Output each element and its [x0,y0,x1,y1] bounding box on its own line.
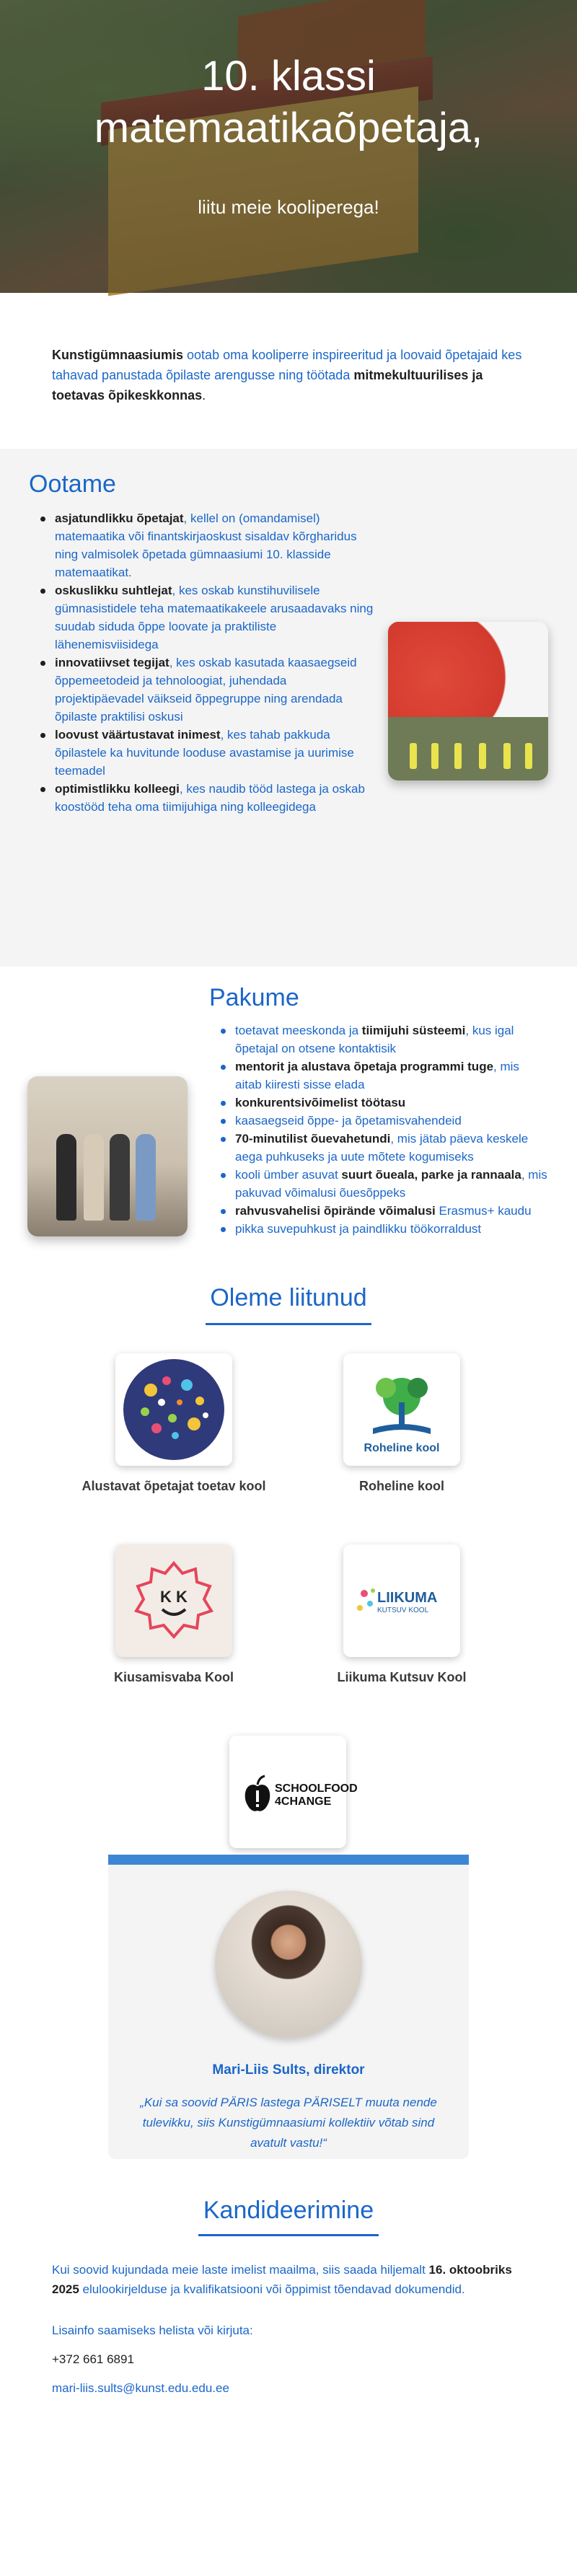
svg-text:Roheline kool: Roheline kool [364,1442,440,1454]
director-quote: „Kui sa soovid PÄRIS lastega PÄRISELT muuta nende tulevikku, siis Kunstigümnaasiumi kollektiiv võtab sind avatult vastu!“ [140,2096,437,2150]
section-ootame [0,449,577,967]
contact-phone[interactable]: +372 661 6891 [52,2352,134,2366]
list-item: optimistlikku kolleegi, kes naudib tööd lastega ja oskab koostööd teha oma tiimijuhiga ning kolleegidega [36,780,375,816]
starry-circle-icon [115,1353,232,1466]
list-item: kaasaegseid õppe- ja õpetamisvahendeid [216,1112,548,1130]
logo-caption: Alustavat õpetajat toetav kool [82,1479,266,1493]
list-item: toetavat meeskonda ja tiimijuhi süsteemi, kus igal õpetajal on otsene kontaktisik [216,1021,548,1058]
page-title: 10. klassi matemaatikaõpetaja, [94,53,483,151]
list-item: konkurentsivõimelist töötasu [216,1094,548,1112]
green-tree-book-icon [343,1353,460,1466]
list-item: asjatundlikku õpetajat, kellel on (omandamisel) matemaatika või finantskirjaoskust sisaldav kõrgharidus ning valmisolek õpetada gümnaasiumi 10. klasside matemaatikat. [36,509,375,581]
list-item: oskuslikku suhtlejat, kes oskab kunstihuvilisele gümnasistidele teha matemaatikakeele arusaadavaks ning suudab siduda õppe loovate ja praktiliste lähenemisviisidega [36,581,375,654]
list-item: kooli ümber asuvat suurt õueala, parke ja rannaala, mis pakuvad võimalusi õuesõppeks [216,1166,548,1202]
students-photo [388,622,548,781]
list-item: mentorit ja alustava õpetaja programmi tuge, mis aitab kiiresti sisse elada [216,1058,548,1094]
kiva-smile-icon [115,1544,232,1657]
avatar [215,1891,362,2038]
logo-caption: Roheline kool [358,1479,444,1493]
section-kandideerimine [0,2159,577,2406]
application-text: Kui soovid kujundada meie laste imelist maailma, siis saada hiljemalt 16. oktoobriks 2025 elulookirjelduse ja kvalifikatsiooni või õppimist tõendavad dokumendid. [52,2263,512,2296]
svg-text:K K: K K [160,1588,188,1606]
svg-text:KUTSUV KOOL: KUTSUV KOOL [377,1606,429,1614]
title-underline [198,2234,379,2236]
section-title-kandideerimine: Kandideerimine [203,2197,374,2224]
list-item: rahvusvahelisi õpirände võimalusi Erasmus+ kaudu [216,1202,548,1220]
svg-text:LIIKUMA: LIIKUMA [377,1590,438,1606]
section-title-ootame: Ootame [29,470,116,498]
svg-text:4CHANGE: 4CHANGE [275,1795,332,1808]
director-name: Mari-Liis Sults, direktor [212,2062,365,2078]
title-underline [206,1323,371,1325]
ootame-list [36,509,375,816]
apple-icon [229,1736,358,1848]
section-title-liitunud: Oleme liitunud [210,1284,367,1311]
list-item: innovatiivset tegijat, kes oskab kasutada kaasaegseid õppemeetodeid ja tehnoloogiat, juhendada projektipäevadel väikseid õppegruppe ning arendada õpilaste praktilisi oskusi [36,654,375,726]
contact-intro: Lisainfo saamiseks helista või kirjuta: [52,2324,253,2337]
list-item: 70-minutilist õuevahetundi, mis jätab päeva keskele aega puhkuseks ja uute mõtete kogumiseks [216,1130,548,1166]
logo-caption: Kiusamisvaba Kool [113,1670,234,1684]
section-title-pakume: Pakume [209,984,299,1011]
liikuma-icon [343,1544,460,1657]
section-liitunud [0,1284,577,2159]
section-pakume [0,967,577,1284]
intro-text: Kunstigümnaasiumis ootab oma kooliperre inspireeritud ja loovaid õpetajaid kes tahavad panustada õpilaste arengusse ning töötada mitmekultuurilises ja toetavas õpikeskkonnas. [52,348,522,403]
logo-caption: Liikuma Kutsuv Kool [337,1670,467,1684]
hero-subtitle: liitu meie kooliperega! [198,196,379,218]
list-item: loovust väärtustavat inimest, kes tahab pakkuda õpilastele ka huvitunde looduse avastamise ja uurimise teemadel [36,726,375,780]
svg-text:SCHOOLFOOD: SCHOOLFOOD [275,1782,358,1795]
staff-photo [27,1076,188,1236]
hero-banner [0,0,577,293]
list-item: pikka suvepuhkust ja paindlikku töökorraldust [216,1220,548,1238]
contact-email[interactable]: mari-liis.sults@kunst.edu.edu.ee [52,2381,229,2395]
director-quote-card [108,1855,469,2159]
pakume-list [216,1021,548,1238]
